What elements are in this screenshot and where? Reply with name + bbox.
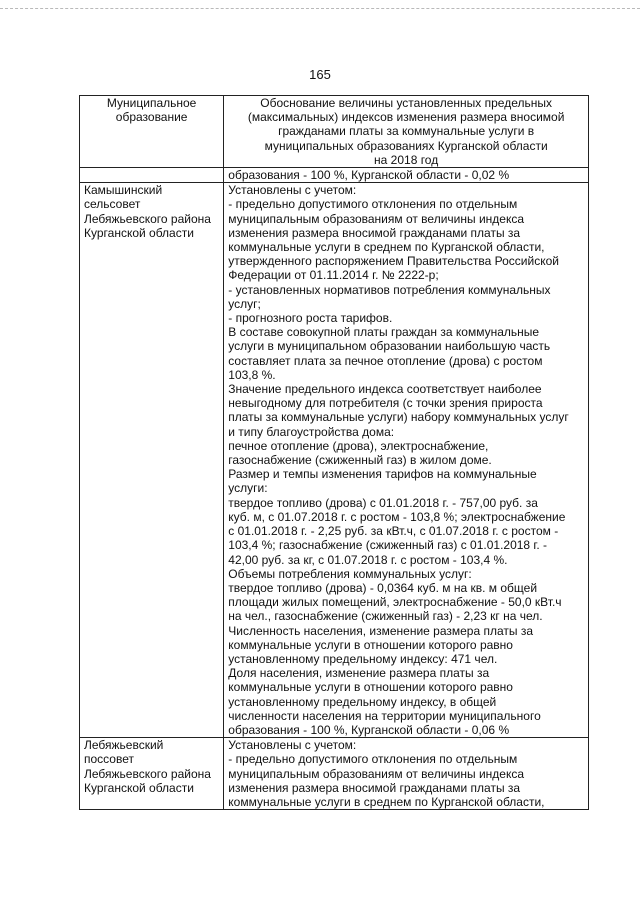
text-line: муниципальным образованиям от величины индекса: [228, 766, 525, 781]
page-top-edge: [0, 8, 640, 9]
header-line: гражданами платы за коммунальные услуги в: [278, 124, 535, 139]
table-row: [80, 183, 589, 738]
municipality-cell: [80, 738, 224, 810]
text-line: твердое топливо (дрова) с 01.01.2018 г. - 757,00 руб. за: [228, 495, 538, 510]
text-line: 103,4 %; газоснабжение (сжиженный газ) с 01.01.2018 г. -: [228, 538, 548, 553]
text-line: установленному предельному индексу: 471 чел.: [228, 651, 498, 666]
municipality-name-line: Лебяжьевский: [84, 738, 164, 753]
text-line: - предельно допустимого отклонения по отдельным: [228, 752, 518, 767]
text-line: Значение предельного индекса соответствует наиболее: [228, 382, 542, 397]
text-line: Установлены с учетом:: [228, 183, 357, 198]
text-line: изменения размера вносимой гражданами платы за: [228, 225, 521, 240]
municipality-name-line: Лебяжьевского района: [84, 211, 211, 226]
text-line: коммунальные услуги в среднем по Курганской области,: [228, 794, 545, 809]
continuation-cell: [224, 168, 589, 183]
text-line: на чел., газоснабжение (сжиженный газ) - 2,23 кг на чел.: [228, 609, 543, 624]
text-line: услуги:: [228, 481, 268, 496]
municipality-cell: [80, 183, 224, 738]
text-line: установленному предельному индексу, в общей: [228, 694, 497, 709]
text-line: Доля населения, изменение размера платы за: [228, 666, 490, 681]
header-municipality-cell: [80, 96, 224, 168]
municipality-name-line: Курганской области: [84, 225, 194, 240]
text-line: Федерации от 01.11.2014 г. № 2222-р;: [228, 268, 439, 283]
text-line: 103,8 %.: [228, 367, 276, 382]
table-header-row: [80, 96, 589, 168]
text-line: невыгодному для потребителя (с точки зрения прироста: [228, 396, 543, 411]
header-line: муниципальных образованиях Курганской области: [264, 138, 548, 153]
justification-table: [79, 95, 589, 810]
header-line: Обоснование величины установленных предельных: [260, 96, 552, 110]
text-line: площади жилых помещений, электроснабжение - 50,0 кВт.ч: [228, 595, 562, 610]
text-line: образования - 100 %, Курганской области - 0,02 %: [228, 168, 510, 183]
empty-cell: [80, 168, 224, 183]
header-line: Муниципальное: [106, 96, 197, 110]
text-line: услуги в муниципальном образовании наибольшую часть: [228, 339, 551, 354]
text-line: - предельно допустимого отклонения по отдельным: [228, 197, 518, 212]
page-number: 165: [309, 67, 331, 82]
header-justification-cell: [224, 96, 589, 168]
text-line: услуг;: [228, 296, 261, 311]
text-line: платы за коммунальные услуги) набору коммунальных услуг: [228, 410, 569, 425]
text-line: численности населения на территории муниципального: [228, 708, 541, 723]
header-line: (максимальных) индексов изменения размера вносимой: [247, 110, 565, 125]
header-line: на 2018 год: [374, 152, 439, 167]
text-line: В составе совокупной платы граждан за коммунальные: [228, 325, 540, 340]
municipality-name-line: Курганской области: [84, 780, 194, 795]
text-line: утвержденного распоряжением Правительства Российской: [228, 254, 559, 269]
text-line: куб. м, с 01.07.2018 г. с ростом - 103,8 %; электроснабжение: [228, 509, 566, 524]
municipality-name-line: Лебяжьевского района: [84, 766, 211, 781]
text-line: Объемы потребления коммунальных услуг:: [228, 566, 472, 581]
justification-cell: [224, 738, 589, 810]
text-line: коммунальные услуги в среднем по Курганской области,: [228, 240, 545, 255]
table-row: [80, 738, 589, 810]
text-line: газоснабжение (сжиженный газ) в жилом доме.: [228, 453, 492, 468]
text-line: с 01.01.2018 г. - 2,25 руб. за кВт.ч, с 01.07.2018 г. с ростом -: [228, 524, 559, 539]
text-line: и типу благоустройства дома:: [228, 424, 395, 439]
municipality-name-line: поссовет: [84, 752, 134, 767]
text-line: - прогнозного роста тарифов.: [228, 311, 393, 326]
text-line: печное отопление (дрова), электроснабжение,: [228, 438, 489, 453]
municipality-name-line: сельсовет: [84, 197, 141, 212]
text-line: Размер и темпы изменения тарифов на коммунальные: [228, 467, 537, 482]
text-line: твердое топливо (дрова) - 0,0364 куб. м на кв. м общей: [228, 580, 538, 595]
text-line: Установлены с учетом:: [228, 738, 357, 753]
text-line: изменения размера вносимой гражданами платы за: [228, 780, 521, 795]
text-line: Численность населения, изменение размера платы за: [228, 623, 534, 638]
continuation-row: [80, 168, 589, 183]
text-line: коммунальные услуги в отношении которого равно: [228, 637, 513, 652]
header-line: образование: [115, 110, 188, 125]
text-line: коммунальные услуги в отношении которого равно: [228, 680, 513, 695]
text-line: 42,00 руб. за кг, с 01.07.2018 г. с ростом - 103,4 %.: [228, 552, 508, 567]
text-line: составляет плата за печное отопление (дрова) с ростом: [228, 353, 543, 368]
justification-cell: [224, 183, 589, 738]
text-line: муниципальным образованиям от величины индекса: [228, 211, 525, 226]
text-line: - установленных нормативов потребления коммунальных: [228, 282, 551, 297]
municipality-name-line: Камышинский: [84, 183, 163, 198]
text-line: образования - 100 %, Курганской области - 0,06 %: [228, 722, 510, 737]
